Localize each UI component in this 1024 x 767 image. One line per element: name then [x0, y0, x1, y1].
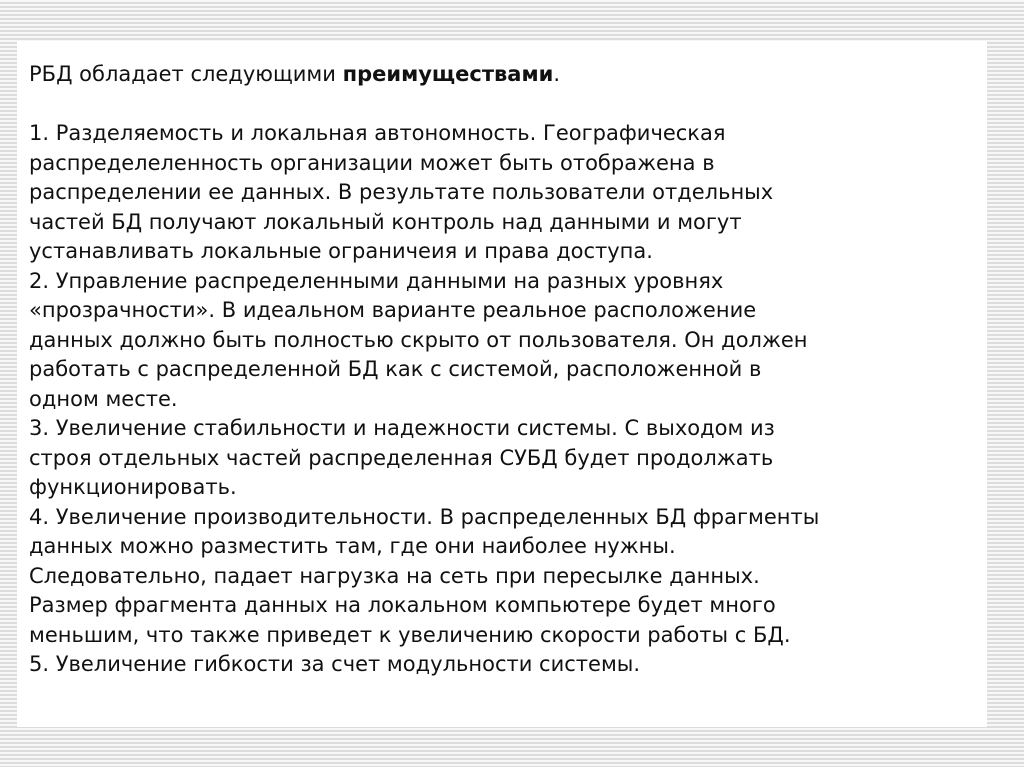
- text-line: данных должно быть полностью скрыто от пользователя. Он должен: [29, 327, 808, 352]
- text-line: частей БД получают локальный контроль над данными и могут: [29, 209, 742, 234]
- text-line: 1. Разделяемость и локальная автономность. Географическая: [29, 121, 726, 145]
- text-line: 3. Увеличение стабильности и надежности системы. С выходом из: [29, 416, 775, 440]
- text-line: меньшим, что также приведет к увеличению скорости работы с БД.: [29, 622, 791, 647]
- content-panel: [17, 41, 987, 727]
- text-line: 5. Увеличение гибкости за счет модульности системы.: [29, 652, 641, 676]
- intro-prefix: РБД обладает следующими: [29, 62, 343, 86]
- text-line: распределении ее данных. В результате пользователи отдельных: [29, 180, 774, 204]
- text-line: работать с распределенной БД как с системой, расположенной в: [29, 357, 762, 381]
- text-line: «прозрачности». В идеальном варианте реальное расположение: [29, 298, 757, 322]
- text-line: данных можно разместить там, где они наиболее нужны.: [29, 534, 676, 558]
- text-line: 2. Управление распределенными данными на разных уровнях: [29, 268, 724, 293]
- text-line: 4. Увеличение производительности. В распределенных БД фрагменты: [29, 504, 820, 529]
- text-line: Размер фрагмента данных на локальном компьютере будет много: [29, 593, 776, 617]
- text-line: строя отдельных частей распределенная СУБД будет продолжать: [29, 445, 774, 470]
- intro-line: [29, 60, 977, 90]
- text-line: распределеленность организации может быть отображена в: [29, 150, 715, 175]
- text-line: устанавливать локальные ограничеия и права доступа.: [29, 239, 653, 263]
- intro-emphasis: преимуществами: [342, 62, 554, 86]
- paragraph-spacer: [29, 90, 977, 120]
- text-line: функционировать.: [29, 475, 237, 499]
- text-line: Следовательно, падает нагрузка на сеть при пересылке данных.: [29, 563, 760, 588]
- intro-suffix: .: [553, 62, 561, 86]
- text-line: одном месте.: [29, 386, 178, 411]
